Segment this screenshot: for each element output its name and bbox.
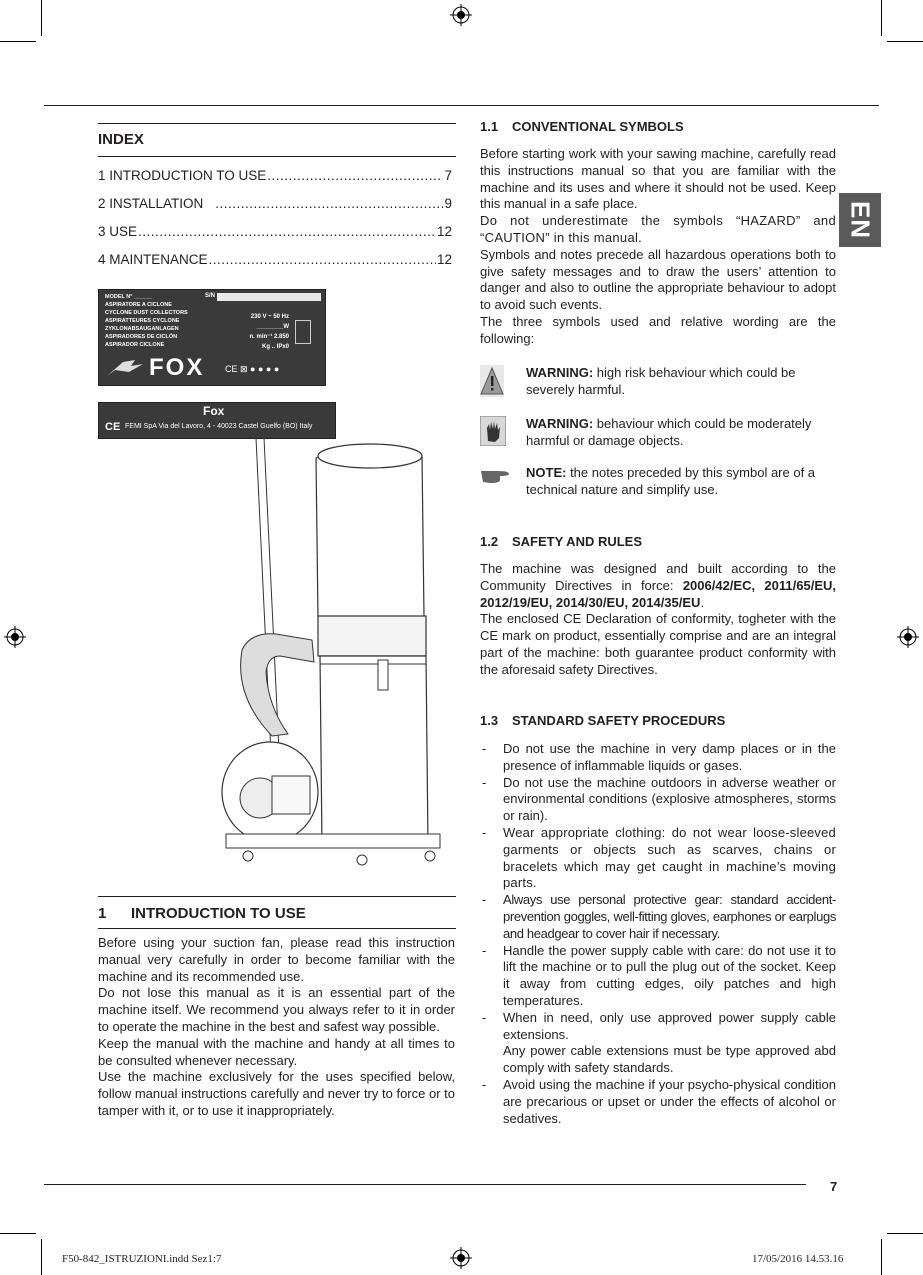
nameplate-line: ASPIRADOR CICLONE [105,342,165,348]
toc-leader [267,168,443,183]
nameplate-line: MODEL N° ______ [105,294,153,300]
toc-leader [215,196,443,211]
nameplate-line: ASPIRADORES DE CICLÓN [105,334,178,340]
crop-mark [887,41,923,42]
subsection-title: SAFETY AND RULES [512,534,643,549]
list-item: - Handle the power supply cable with care: do not use it to lift the machine or to pull the plug out of the socket. Keep it away from cutting edges, oily patches and high temperatures. [482,942,836,1008]
paragraph: Use the machine exclusively for the uses specified below, follow manual instructions carefully and never try to force or to tamper with it, or to use it inappropriately. [98,1069,455,1118]
nameplate-brand: FOX [149,354,205,381]
toc-entry[interactable] [98,196,452,211]
safety-procedures-list [480,741,836,1127]
paragraph [480,561,836,611]
subsection-number: 1.2 [480,534,499,549]
list-item-note: Any power cable extensions must be type approved abd comply with safety standards. [503,1043,836,1076]
toc-leader [138,224,436,239]
nameplate-line: ASPIRATORE A CICLONE [105,302,172,308]
language-tab-label: EN [845,200,876,240]
list-item: - Always use personal protective gear: standard accident-prevention goggles, well-fitting gloves, earphones or earplugs and headgear to cover hair if necessary. [482,892,836,941]
toc-page: 12 [436,252,452,267]
subsection-heading [480,713,725,728]
crop-mark [41,1239,42,1275]
section1-body [98,935,455,1120]
subsection-number: 1.3 [480,713,499,728]
serial-field [217,293,321,301]
nameplate-spec: 230 V ~ 50 Hz [250,314,289,320]
nameplate-spec: Kg .. IPx0 [261,344,289,350]
symbol-text: high risk behaviour which could be severely harmful. [526,365,796,397]
registration-mark-icon [897,626,919,648]
registration-mark-icon [450,1247,472,1269]
paragraph: Before using your suction fan, please read this instruction manual very carefully in order to become familiar with the machine and its recommended use. [98,935,455,984]
crop-mark [881,0,882,36]
symbol-label: WARNING: [526,416,594,431]
nameplate-line: CYCLONE DUST COLLECTORS [105,310,188,316]
list-item: - Wear appropriate clothing: do not wear loose-sleeved garments or objects such as scarves, chains or bracelets which may get caught in machine’s moving parts. [482,824,836,891]
toc-page: 12 [436,224,452,239]
symbol-text: the notes preceded by this symbol are of a technical nature and simplify use. [526,465,816,497]
footer-filename: F50-842_ISTRUZIONI.indd Sez1:7 [62,1253,222,1265]
paragraph: Do not underestimate the symbols “HAZARD” and “CAUTION” in this manual. [480,213,836,245]
paragraph: Do not lose this manual as it is an essential part of the machine itself. We recommend you always refer to it in order to operate the machine in the best and safest way possible. [98,985,455,1034]
section-bottom-rule [98,928,456,929]
toc-leader [209,252,436,267]
toc-entry[interactable] [98,224,452,239]
list-item: - When in need, only use approved power supply cable extensions. Any power cable extensions must be type approved abd comply with safety standards. [482,1009,836,1076]
certification-marks: CE ⊠ ● ● ● ● [225,364,280,374]
list-item: - Do not use the machine in very damp places or in the presence of inflammable liquids or gases. [482,741,836,773]
footer-timestamp: 17/05/2016 14.53.16 [752,1253,844,1265]
toc-page: 7 [444,168,452,183]
toc-entry[interactable] [98,252,452,267]
section-number: 1 [98,905,107,922]
nameplate-line: ASPIRATTEURES CYCLONE [105,318,180,324]
paragraph: Keep the manual with the machine and handy at all times to be consulted whenever necessary. [98,1035,455,1068]
paragraph: The enclosed CE Declaration of conformity, togheter with the CE mark on product, essentially comprise and are an integral part of the machine: both guarantee product conformity with the aforesaid safety Directives. [480,611,836,677]
rating-nameplate [98,289,326,386]
directive-intro: The machine was designed and built according to the Community Directives in force: [480,561,836,593]
pointing-hand-icon [480,465,510,485]
symbol-text: behaviour which could be moderately harmful or damage objects. [526,416,812,448]
nameplate-spec: ________W [256,324,289,330]
crop-mark [887,1233,923,1234]
subsection-heading [480,534,642,549]
page-number: 7 [830,1179,838,1194]
section-top-rule [98,896,456,897]
motor-icon [295,320,311,344]
nameplate-sn: S/N [205,293,216,299]
warning-triangle-icon [480,365,504,397]
nameplate-spec: n. min⁻¹ 2.850 [249,334,289,340]
label-brand: Fox [203,404,225,418]
s11-body [480,146,836,348]
paragraph: Symbols and notes precede all hazardous operations both to give safety messages and to draw the users’ attention to danger and also to outline the appropriate behaviour to adopt to avoid such events. [480,246,836,313]
stop-hand-icon [480,416,506,446]
section-title: INTRODUCTION TO USE [131,905,306,922]
symbol-label: NOTE: [526,465,567,480]
manufacturer-plate [98,402,336,439]
subsection-heading [480,119,684,134]
symbol-label: WARNING: [526,365,594,380]
crop-mark [0,41,36,42]
paragraph: The three symbols used and relative wording are the following: [480,313,836,346]
language-tab [839,193,881,247]
toc-label: 2 INSTALLATION [98,196,204,211]
directive-end: . [700,594,705,610]
directive-list: 2006/42/EC, 2011/65/EU, 2012/19/EU, 2014/30/EU, 2014/35/EU [480,577,836,610]
registration-mark-icon [4,626,26,648]
registration-mark-icon [450,4,472,26]
crop-mark [41,0,42,36]
index-top-rule [98,123,456,124]
index-title: INDEX [98,131,144,148]
list-item: - Do not use the machine outdoors in adverse weather or environmental conditions (explosive atmospheres, storms or rain). [482,774,836,824]
toc-entry[interactable] [98,168,452,183]
nameplate-line: ZYKLONABSAUGANLAGEN [105,326,179,332]
toc-label: 1 INTRODUCTION TO USE [98,168,267,183]
fox-logo-icon [105,356,145,380]
label-address: FEMI SpA Via del Lavoro, 4 - 40023 Castel Guelfo (BO) Italy [125,423,313,430]
paragraph: Before starting work with your sawing machine, carefully read this instructions manual so that you are familiar with the machine and its uses and where it should not be used. Keep this manual in a safe place. [480,146,836,212]
crop-mark [0,1233,36,1234]
subsection-number: 1.1 [480,119,499,134]
subsection-title: STANDARD SAFETY PROCEDURS [512,713,726,728]
ce-mark-icon: CE [105,421,121,433]
header-rule [44,105,879,106]
toc-page: 9 [444,196,452,211]
list-item: - Avoid using the machine if your psycho-physical condition are precarious or upset or under the effects of alcohol or sedatives. [482,1076,836,1126]
footer-rule [44,1184,806,1185]
dust-collector-illustration [212,436,452,876]
crop-mark [881,1239,882,1275]
toc-label: 4 MAINTENANCE [98,252,208,267]
subsection-title: CONVENTIONAL SYMBOLS [512,119,684,134]
index-bottom-rule [98,156,456,157]
toc-label: 3 USE [98,224,138,239]
s12-body [480,561,836,679]
